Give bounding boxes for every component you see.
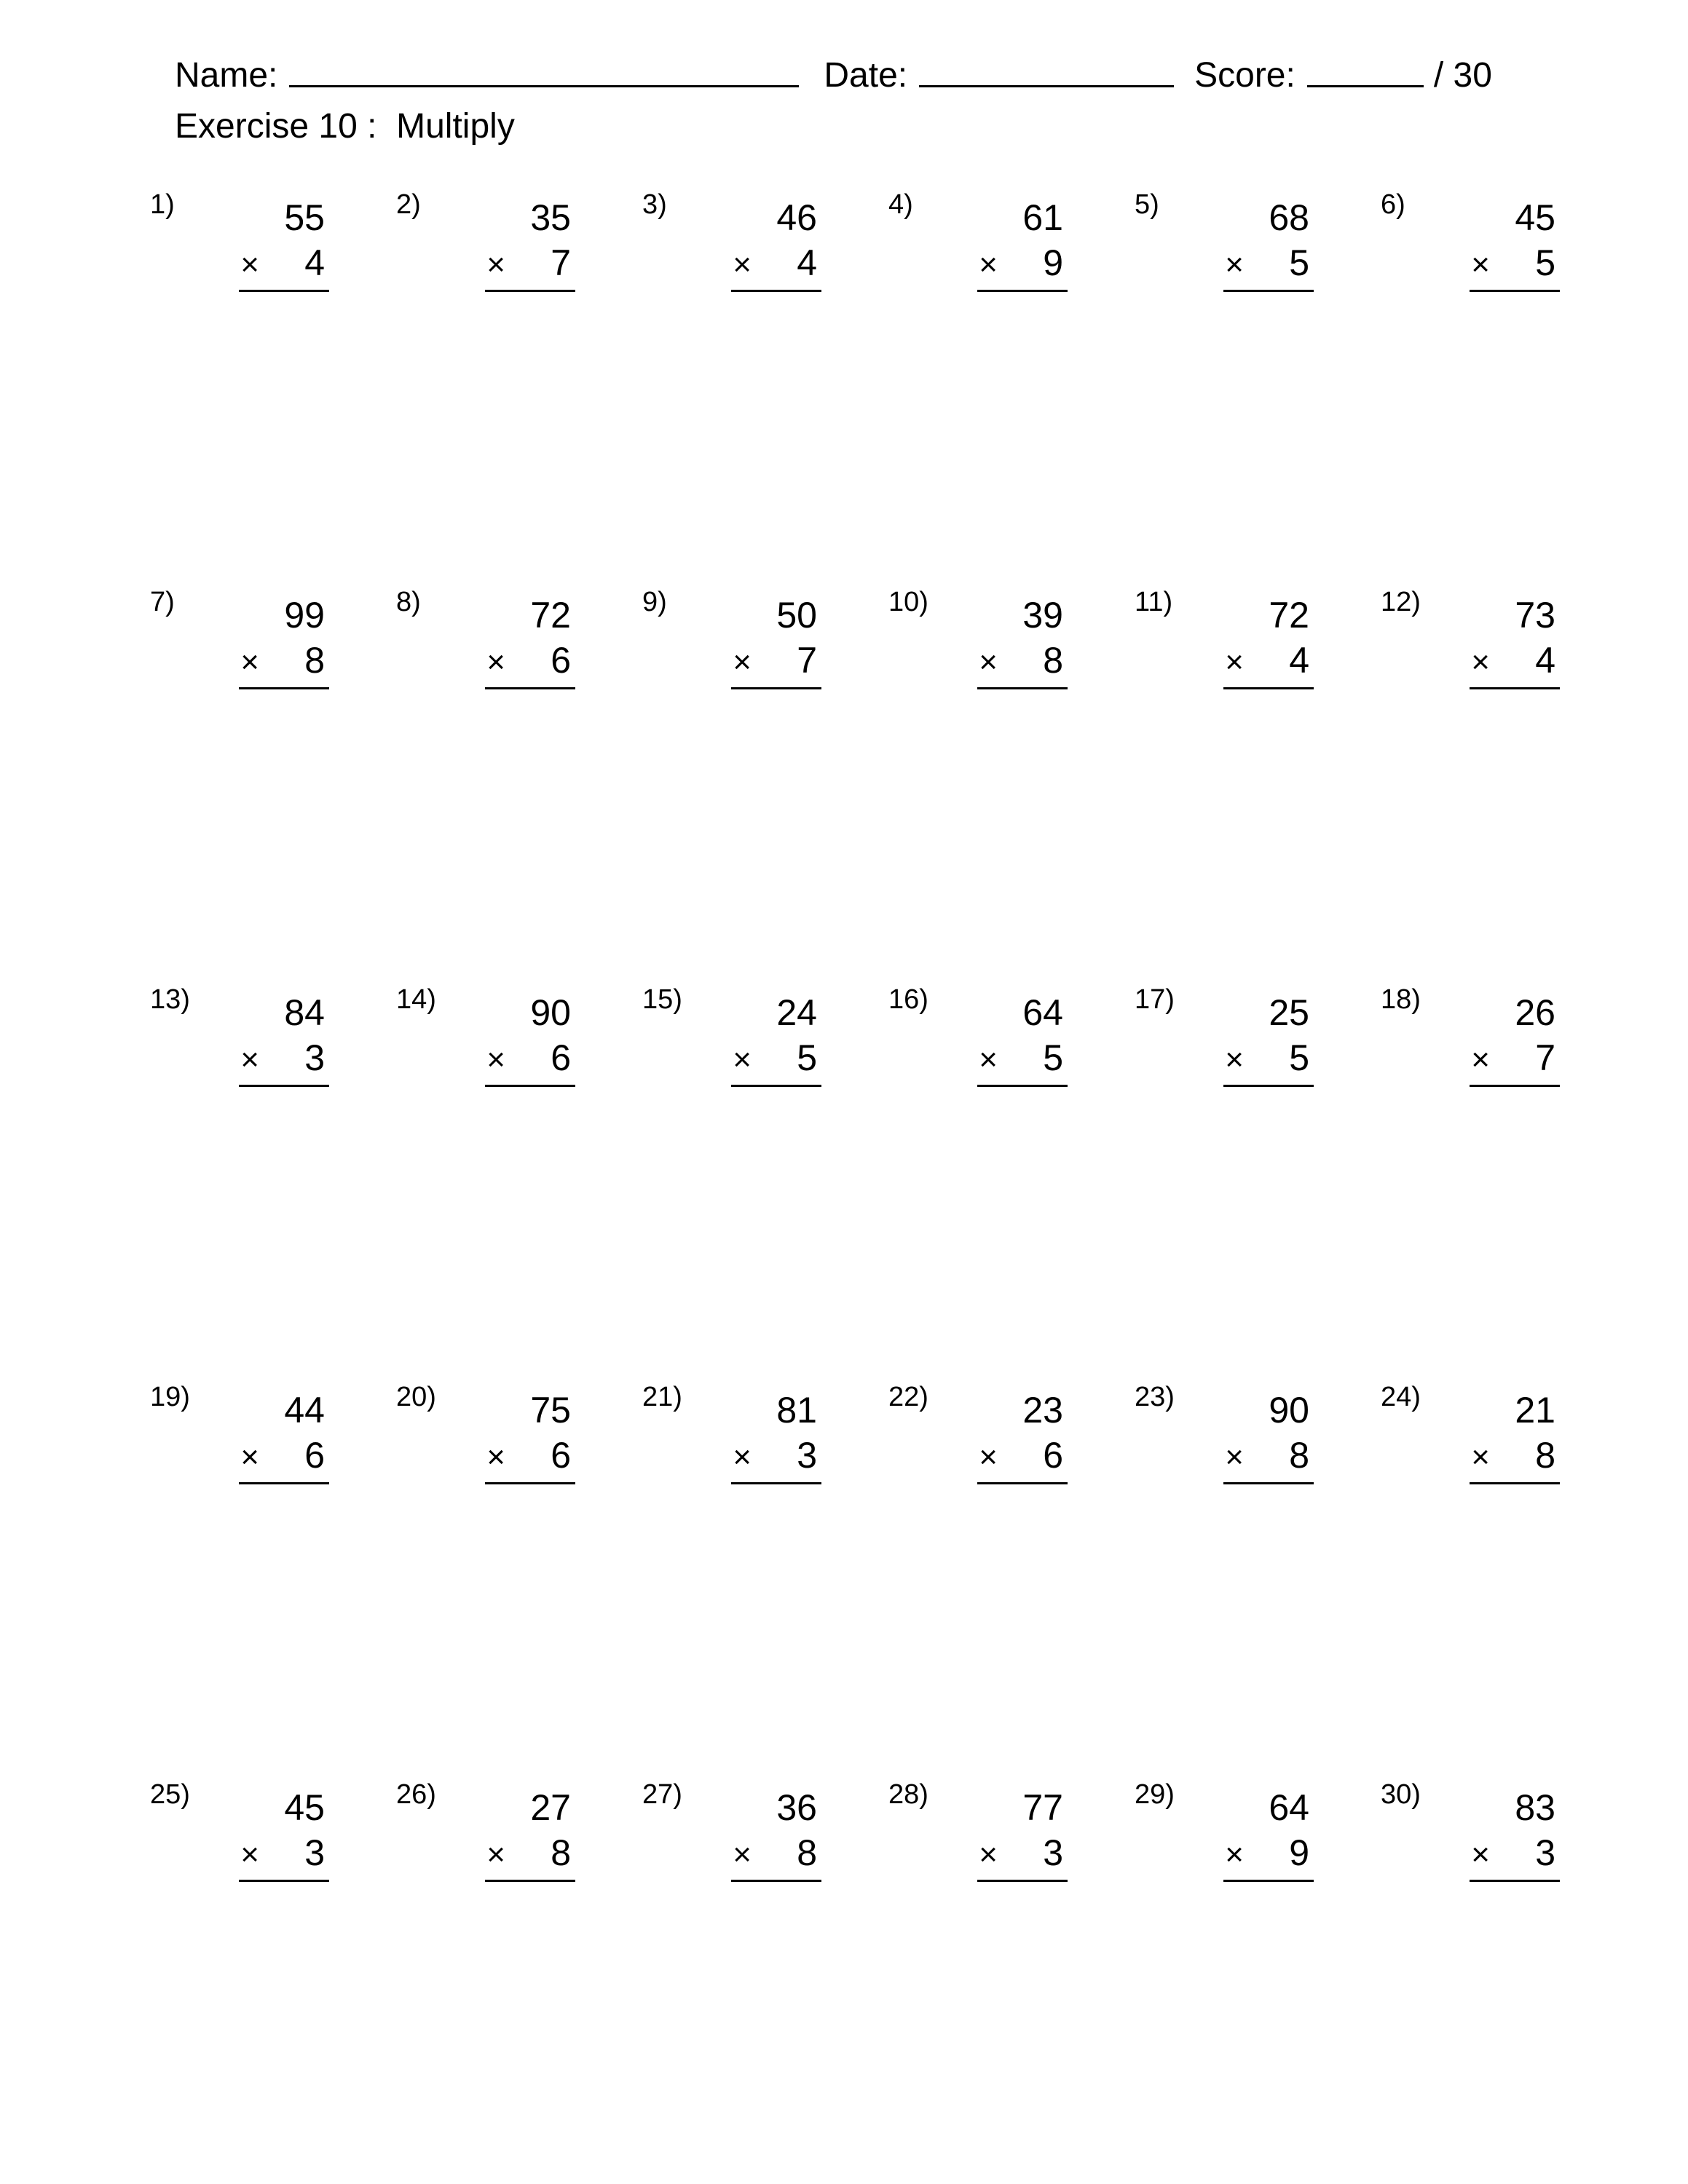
problem-27 xyxy=(642,1781,817,1883)
multiplicand: 81 xyxy=(776,1390,817,1431)
problem-number: 12) xyxy=(1381,587,1421,617)
problem-number: 4) xyxy=(888,189,913,220)
multiplicand: 64 xyxy=(1022,992,1063,1033)
answer-line xyxy=(731,290,821,292)
multiplier: 5 xyxy=(1289,242,1309,283)
problem-number: 19) xyxy=(150,1382,190,1412)
problem-9 xyxy=(642,588,817,690)
date-label: Date: xyxy=(824,56,908,95)
multiplicand: 72 xyxy=(1269,595,1309,636)
multiplier: 4 xyxy=(1535,640,1555,681)
answer-line xyxy=(977,1880,1068,1882)
problem-number: 29) xyxy=(1135,1779,1175,1810)
answer-line xyxy=(1223,1482,1314,1484)
problem-13 xyxy=(150,986,325,1088)
problem-5 xyxy=(1135,191,1309,293)
multiplicand: 61 xyxy=(1022,197,1063,238)
answer-line xyxy=(1223,290,1314,292)
problem-number: 28) xyxy=(888,1779,928,1810)
problem-number: 27) xyxy=(642,1779,682,1810)
multiply-sign: × xyxy=(240,1837,259,1872)
date-blank[interactable] xyxy=(919,85,1174,87)
problem-6 xyxy=(1381,191,1555,293)
problem-22 xyxy=(888,1383,1063,1485)
multiply-sign: × xyxy=(486,1439,505,1475)
multiplicand: 99 xyxy=(284,595,325,636)
multiplier: 9 xyxy=(1289,1832,1309,1873)
problem-11 xyxy=(1135,588,1309,690)
multiply-sign: × xyxy=(486,1042,505,1077)
problem-number: 6) xyxy=(1381,189,1405,220)
problem-number: 23) xyxy=(1135,1382,1175,1412)
multiplicand: 23 xyxy=(1022,1390,1063,1431)
answer-line xyxy=(239,1482,329,1484)
multiply-sign: × xyxy=(240,644,259,680)
answer-line xyxy=(1470,1880,1560,1882)
multiply-sign: × xyxy=(1471,1042,1490,1077)
problem-20 xyxy=(396,1383,571,1485)
problem-number: 14) xyxy=(396,984,436,1015)
multiply-sign: × xyxy=(1225,644,1244,680)
multiply-sign: × xyxy=(1225,1439,1244,1475)
multiplier: 7 xyxy=(797,640,817,681)
answer-line xyxy=(1223,1880,1314,1882)
answer-line xyxy=(731,1085,821,1087)
problem-number: 8) xyxy=(396,587,421,617)
answer-line xyxy=(977,687,1068,689)
multiply-sign: × xyxy=(240,1042,259,1077)
multiply-sign: × xyxy=(1471,247,1490,282)
multiply-sign: × xyxy=(486,644,505,680)
multiplier: 8 xyxy=(304,640,325,681)
multiplicand: 46 xyxy=(776,197,817,238)
multiplicand: 75 xyxy=(530,1390,571,1431)
problem-30 xyxy=(1381,1781,1555,1883)
problem-number: 15) xyxy=(642,984,682,1015)
problem-number: 17) xyxy=(1135,984,1175,1015)
answer-line xyxy=(485,1482,575,1484)
problem-12 xyxy=(1381,588,1555,690)
answer-line xyxy=(239,1880,329,1882)
multiplicand: 39 xyxy=(1022,595,1063,636)
multiplicand: 35 xyxy=(530,197,571,238)
multiplier: 3 xyxy=(1535,1832,1555,1873)
problem-28 xyxy=(888,1781,1063,1883)
multiplicand: 45 xyxy=(284,1787,325,1828)
multiplicand: 83 xyxy=(1515,1787,1555,1828)
problem-number: 26) xyxy=(396,1779,436,1810)
problem-24 xyxy=(1381,1383,1555,1485)
multiply-sign: × xyxy=(1225,247,1244,282)
answer-line xyxy=(485,1085,575,1087)
answer-line xyxy=(485,687,575,689)
multiplier: 7 xyxy=(551,242,571,283)
multiply-sign: × xyxy=(1471,1837,1490,1872)
multiplicand: 25 xyxy=(1269,992,1309,1033)
multiplier: 5 xyxy=(1043,1037,1063,1078)
multiplicand: 26 xyxy=(1515,992,1555,1033)
multiply-sign: × xyxy=(979,247,998,282)
multiplier: 8 xyxy=(1043,640,1063,681)
multiplier: 5 xyxy=(1535,242,1555,283)
name-blank[interactable] xyxy=(289,85,799,87)
answer-line xyxy=(239,687,329,689)
answer-line xyxy=(731,1482,821,1484)
multiplier: 6 xyxy=(551,1435,571,1476)
worksheet-header xyxy=(175,42,1492,93)
problem-16 xyxy=(888,986,1063,1088)
multiplicand: 55 xyxy=(284,197,325,238)
multiplier: 3 xyxy=(304,1037,325,1078)
multiplicand: 77 xyxy=(1022,1787,1063,1828)
answer-line xyxy=(1223,1085,1314,1087)
answer-line xyxy=(731,1880,821,1882)
multiplier: 8 xyxy=(1535,1435,1555,1476)
score-total: / 30 xyxy=(1433,56,1492,95)
answer-line xyxy=(731,687,821,689)
multiply-sign: × xyxy=(979,1439,998,1475)
problem-number: 9) xyxy=(642,587,667,617)
problem-21 xyxy=(642,1383,817,1485)
answer-line xyxy=(485,1880,575,1882)
problem-2 xyxy=(396,191,571,293)
problem-number: 3) xyxy=(642,189,667,220)
multiply-sign: × xyxy=(240,1439,259,1475)
multiplicand: 27 xyxy=(530,1787,571,1828)
problem-number: 2) xyxy=(396,189,421,220)
problem-number: 18) xyxy=(1381,984,1421,1015)
multiplicand: 44 xyxy=(284,1390,325,1431)
multiplicand: 68 xyxy=(1269,197,1309,238)
problem-14 xyxy=(396,986,571,1088)
problem-number: 24) xyxy=(1381,1382,1421,1412)
multiplier: 8 xyxy=(797,1832,817,1873)
multiplicand: 72 xyxy=(530,595,571,636)
score-label: Score: xyxy=(1194,56,1295,95)
multiplicand: 24 xyxy=(776,992,817,1033)
multiply-sign: × xyxy=(979,644,998,680)
score-blank[interactable] xyxy=(1307,85,1424,87)
answer-line xyxy=(977,1085,1068,1087)
multiply-sign: × xyxy=(486,247,505,282)
multiply-sign: × xyxy=(1471,644,1490,680)
problem-number: 11) xyxy=(1135,587,1173,617)
date-field xyxy=(824,58,1174,93)
score-field xyxy=(1194,58,1492,93)
answer-line xyxy=(977,290,1068,292)
multiply-sign: × xyxy=(733,1439,752,1475)
problem-number: 13) xyxy=(150,984,190,1015)
problem-number: 1) xyxy=(150,189,175,220)
multiplicand: 45 xyxy=(1515,197,1555,238)
answer-line xyxy=(1470,687,1560,689)
problem-8 xyxy=(396,588,571,690)
answer-line xyxy=(977,1482,1068,1484)
problem-1 xyxy=(150,191,325,293)
multiplier: 8 xyxy=(1289,1435,1309,1476)
multiplicand: 84 xyxy=(284,992,325,1033)
problem-19 xyxy=(150,1383,325,1485)
problem-number: 10) xyxy=(888,587,928,617)
multiplicand: 21 xyxy=(1515,1390,1555,1431)
multiplicand: 50 xyxy=(776,595,817,636)
multiply-sign: × xyxy=(733,1837,752,1872)
multiplier: 3 xyxy=(797,1435,817,1476)
multiplicand: 90 xyxy=(530,992,571,1033)
multiply-sign: × xyxy=(240,247,259,282)
problem-number: 5) xyxy=(1135,189,1159,220)
multiplier: 9 xyxy=(1043,242,1063,283)
problem-10 xyxy=(888,588,1063,690)
multiplier: 8 xyxy=(551,1832,571,1873)
problem-number: 21) xyxy=(642,1382,682,1412)
problem-4 xyxy=(888,191,1063,293)
problem-17 xyxy=(1135,986,1309,1088)
multiplicand: 64 xyxy=(1269,1787,1309,1828)
answer-line xyxy=(1470,290,1560,292)
multiplicand: 73 xyxy=(1515,595,1555,636)
answer-line xyxy=(1470,1085,1560,1087)
multiplier: 4 xyxy=(797,242,817,283)
problem-number: 7) xyxy=(150,587,175,617)
multiplier: 3 xyxy=(1043,1832,1063,1873)
multiplicand: 36 xyxy=(776,1787,817,1828)
multiplier: 5 xyxy=(797,1037,817,1078)
exercise-title: Exercise 10 : Multiply xyxy=(175,107,515,146)
multiply-sign: × xyxy=(1471,1439,1490,1475)
multiply-sign: × xyxy=(979,1837,998,1872)
answer-line xyxy=(239,1085,329,1087)
multiply-sign: × xyxy=(486,1837,505,1872)
name-label: Name: xyxy=(175,56,278,95)
problem-25 xyxy=(150,1781,325,1883)
multiply-sign: × xyxy=(1225,1837,1244,1872)
multiply-sign: × xyxy=(979,1042,998,1077)
problem-3 xyxy=(642,191,817,293)
multiply-sign: × xyxy=(733,1042,752,1077)
multiplicand: 90 xyxy=(1269,1390,1309,1431)
problem-number: 22) xyxy=(888,1382,928,1412)
multiplier: 7 xyxy=(1535,1037,1555,1078)
multiply-sign: × xyxy=(733,644,752,680)
multiplier: 4 xyxy=(1289,640,1309,681)
problem-23 xyxy=(1135,1383,1309,1485)
answer-line xyxy=(239,290,329,292)
problem-number: 20) xyxy=(396,1382,436,1412)
multiplier: 6 xyxy=(551,1037,571,1078)
multiplier: 6 xyxy=(551,640,571,681)
problem-number: 25) xyxy=(150,1779,190,1810)
multiplier: 6 xyxy=(1043,1435,1063,1476)
multiplier: 6 xyxy=(304,1435,325,1476)
problem-15 xyxy=(642,986,817,1088)
problem-18 xyxy=(1381,986,1555,1088)
multiplier: 4 xyxy=(304,242,325,283)
answer-line xyxy=(1223,687,1314,689)
answer-line xyxy=(1470,1482,1560,1484)
problem-26 xyxy=(396,1781,571,1883)
multiplier: 5 xyxy=(1289,1037,1309,1078)
multiply-sign: × xyxy=(1225,1042,1244,1077)
multiplier: 3 xyxy=(304,1832,325,1873)
problem-7 xyxy=(150,588,325,690)
name-field xyxy=(175,58,799,93)
problem-29 xyxy=(1135,1781,1309,1883)
multiply-sign: × xyxy=(733,247,752,282)
answer-line xyxy=(485,290,575,292)
problem-number: 30) xyxy=(1381,1779,1421,1810)
problem-number: 16) xyxy=(888,984,928,1015)
